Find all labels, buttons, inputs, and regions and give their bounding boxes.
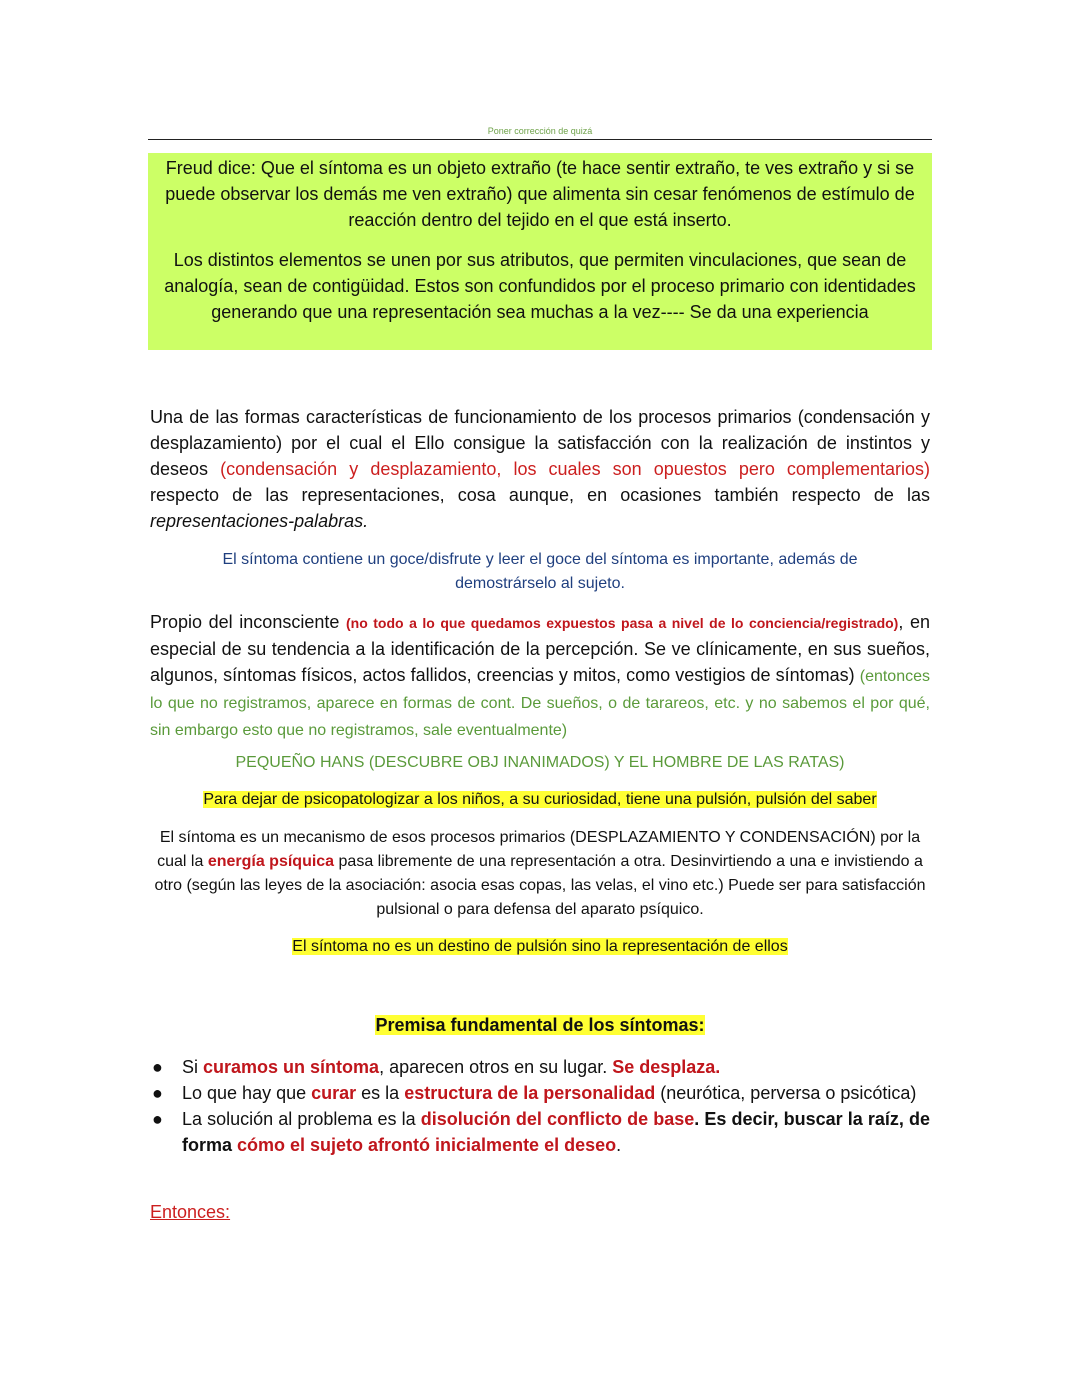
page-header	[148, 125, 932, 140]
goce-paragraph: El síntoma contiene un goce/disfrute y leer el goce del síntoma es importante, además de demostrárselo al sujeto.	[222, 551, 858, 592]
unconscious-paragraph: Propio del inconsciente (no todo a lo que quedamos expuestos pasa a nivel de lo conciencia/registrado), en especial de su tendencia a la identificación de la percepción. Se ve clínicamente, en sus sueños, algunos, síntomas físicos, actos fallidos, creencias y mitos, como vestigios de síntomas) (entonces lo que no registramos, aparece en formas de cont. De sueños, o de tarareos, etc. y no sabemos el por qué, sin embargo esto que no registramos, sale eventualmente)	[150, 612, 930, 739]
entonces-heading: Entonces:	[150, 1202, 231, 1222]
premisa-list	[150, 1054, 930, 1158]
bullet-icon: ●	[152, 1057, 163, 1077]
italic-term: representaciones-palabras.	[150, 511, 369, 531]
destino-line: El síntoma no es un destino de pulsión sino la representación de ellos	[292, 938, 788, 955]
freud-highlight-box	[148, 153, 932, 350]
list-item: ● Si curamos un síntoma, aparecen otros en su lugar. Se desplaza.	[150, 1054, 930, 1080]
red-bold-note: (no todo a lo que quedamos expuestos pasa a nivel de lo conciencia/registrado)	[345, 615, 899, 631]
green-note: (entonces lo que no registramos, aparece en formas de cont. De sueños, o de tarareos, etc. y no sabemos el por qué, sin embargo esto que no registramos, sale eventualmente)	[150, 668, 930, 739]
energia-psiquica: energía psíquica	[207, 853, 335, 870]
mechanism-paragraph: El síntoma es un mecanismo de esos procesos primarios (DESPLAZAMIENTO Y CONDENSACIÓN) por la cual la energía psíquica pasa libremente de una representación a otra. Desinvirtiendo a una e invistiendo a otro (según las leyes de la asociación: asocia esas copas, las velas, el vino etc.) Puede ser para satisfacción pulsional o para defensa del aparato psíquico.	[154, 829, 926, 918]
list-item: ● Lo que hay que curar es la estructura de la personalidad (neurótica, perversa o psicótica)	[150, 1080, 930, 1106]
premisa-heading: Premisa fundamental de los síntomas:	[375, 1015, 705, 1035]
bullet-icon: ●	[152, 1109, 163, 1129]
psico-line: Para dejar de psicopatologizar a los niños, a su curiosidad, tiene una pulsión, pulsión del saber	[203, 791, 877, 808]
bullet-icon: ●	[152, 1083, 163, 1103]
elements-paragraph: Los distintos elementos se unen por sus atributos, que permiten vinculaciones, que sean de analogía, sean de contigüidad. Estos son confundidos por el proceso primario con identidades generando que una representación sea muchas a la vez---- Se da una experiencia	[164, 250, 916, 322]
freud-paragraph: Freud dice: Que el síntoma es un objeto extraño (te hace sentir extraño, te ves extraño y si se puede observar los demás me ven extraño) que alimenta sin cesar fenómenos de estímulo de reacción dentro del tejido en el que está inserto.	[165, 158, 915, 230]
primary-processes-paragraph: Una de las formas características de funcionamiento de los procesos primarios (condensación y desplazamiento) por el cual el Ello consigue la satisfacción con la realización de instintos y deseos (condensación y desplazamiento, los cuales son opuestos pero complementarios) respecto de las representaciones, cosa aunque, en ocasiones también respecto de las representaciones-palabras.	[150, 407, 930, 531]
red-note: (condensación y desplazamiento, los cuales son opuestos pero complementarios)	[220, 459, 930, 479]
list-item: ● La solución al problema es la disolución del conflicto de base. Es decir, buscar la raíz, de forma cómo el sujeto afrontó inicialmente el deseo.	[150, 1106, 930, 1158]
header-note: Poner corrección de quizá	[487, 126, 593, 136]
hans-heading: PEQUEÑO HANS (DESCUBRE OBJ INANIMADOS) Y EL HOMBRE DE LAS RATAS)	[235, 754, 845, 771]
